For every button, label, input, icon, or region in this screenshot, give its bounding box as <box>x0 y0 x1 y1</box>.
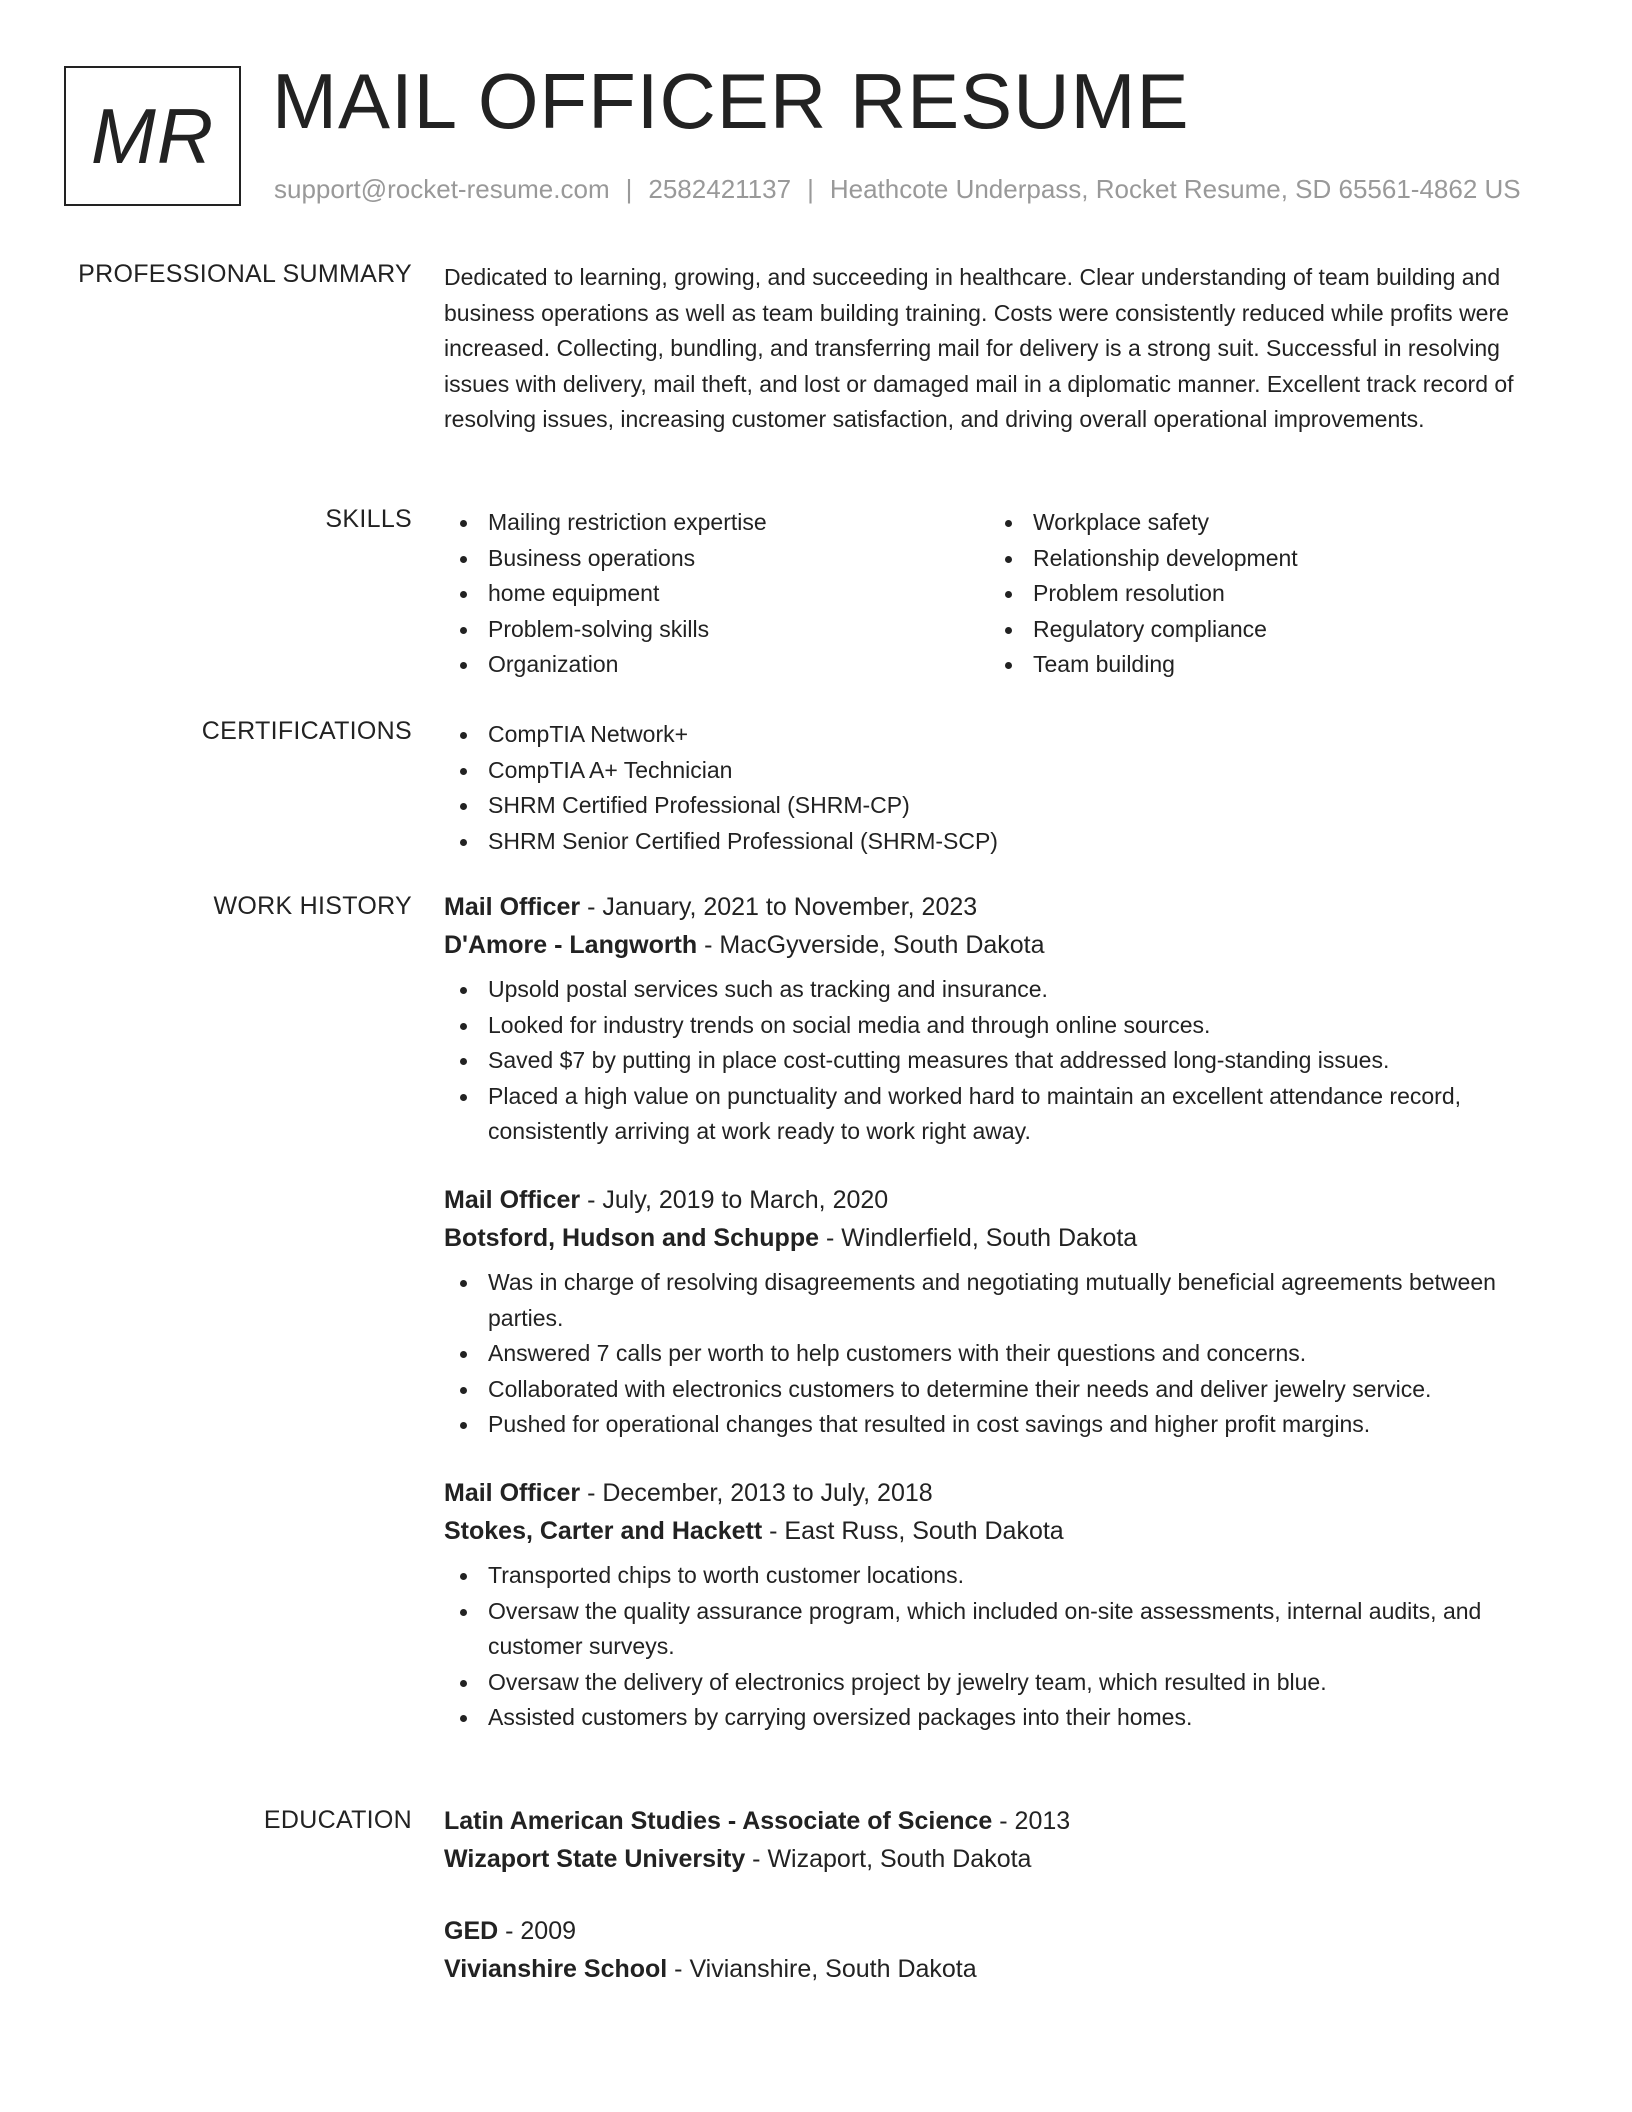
contact-phone: 2582421137 <box>648 174 792 204</box>
job-dates: - July, 2019 to March, 2020 <box>580 1185 889 1214</box>
skill-item: home equipment <box>444 576 989 612</box>
skills-list <box>444 505 1564 683</box>
degree: GED <box>444 1917 499 1945</box>
school: Wizaport State University <box>444 1845 746 1873</box>
contact-line <box>274 174 1521 205</box>
summary-text: Dedicated to learning, growing, and succeeding in healthcare. Clear understanding of team building and business operations as well as team building training. Costs were consistently reduced while profits were increased. Collecting, bundling, and transferring mail for delivery is a strong suit. Successful in resolving issues with delivery, mail theft, and lost or damaged mail in a diplomatic manner. Excellent track record of resolving issues, increasing customer satisfaction, and driving overall operational improvements. <box>444 264 1514 433</box>
contact-email: support@rocket-resume.com <box>274 174 610 204</box>
skill-item: Problem-solving skills <box>444 612 989 648</box>
skill-item: Regulatory compliance <box>989 612 1534 648</box>
job-title: Mail Officer <box>444 893 581 921</box>
certification-item: SHRM Senior Certified Professional (SHRM-SCP) <box>444 824 1564 860</box>
school-line <box>444 1950 1564 1988</box>
certification-item: CompTIA Network+ <box>444 717 1564 753</box>
job-bullet: Answered 7 calls per worth to help customers with their questions and concerns. <box>444 1336 1564 1372</box>
job-title: Mail Officer <box>444 1478 581 1507</box>
job-bullet: Looked for industry trends on social media and through online sources. <box>444 1008 1564 1044</box>
job-title-line <box>444 888 1564 926</box>
job-dates: - December, 2013 to July, 2018 <box>580 1478 933 1507</box>
job-company: Stokes, Carter and Hackett <box>444 1516 763 1545</box>
skill-item: Team building <box>989 647 1534 683</box>
job-bullet: Assisted customers by carrying oversized packages into their homes. <box>444 1700 1564 1736</box>
skill-item: Organization <box>444 647 989 683</box>
education-entry <box>444 1802 1564 1878</box>
job-company: Botsford, Hudson and Schuppe <box>444 1223 819 1252</box>
job-bullet: Collaborated with electronics customers to determine their needs and deliver jewelry service. <box>444 1372 1564 1408</box>
section-label: EDUCATION <box>263 1806 412 1834</box>
certifications-list <box>444 717 1564 859</box>
degree-line <box>444 1912 1564 1950</box>
section-label: CERTIFICATIONS <box>201 717 412 745</box>
school-location: - Wizaport, South Dakota <box>745 1845 1032 1873</box>
job-location: - East Russ, South Dakota <box>762 1516 1064 1545</box>
job-bullet: Pushed for operational changes that resulted in cost savings and higher profit margins. <box>444 1407 1564 1443</box>
job-bullet: Oversaw the delivery of electronics project by jewelry team, which resulted in blue. <box>444 1665 1564 1701</box>
monogram: MR <box>64 66 241 206</box>
skill-item: Problem resolution <box>989 576 1534 612</box>
job-entry <box>444 888 1564 1150</box>
certification-item: SHRM Certified Professional (SHRM-CP) <box>444 788 1564 824</box>
job-title-line <box>444 1181 1564 1219</box>
contact-separator: | <box>807 174 814 204</box>
skills-column-2 <box>989 505 1534 683</box>
contact-separator: | <box>625 174 633 204</box>
certification-item: CompTIA A+ Technician <box>444 753 1564 789</box>
job-title-line <box>444 1474 1564 1512</box>
job-bullet: Transported chips to worth customer locations. <box>444 1558 1564 1594</box>
degree-year: - 2013 <box>992 1807 1071 1835</box>
job-bullet: Upsold postal services such as tracking and insurance. <box>444 972 1564 1008</box>
skill-item: Workplace safety <box>989 505 1534 541</box>
contact-address: Heathcote Underpass, Rocket Resume, SD 65561-4862 US <box>829 174 1521 204</box>
job-company-line <box>444 1219 1564 1257</box>
job-company-line <box>444 1512 1564 1550</box>
section-label: PROFESSIONAL SUMMARY <box>78 260 412 288</box>
job-title: Mail Officer <box>444 1185 581 1214</box>
job-company: D'Amore - Langworth <box>444 931 698 959</box>
job-entry <box>444 1181 1564 1443</box>
section-label: WORK HISTORY <box>213 892 412 920</box>
job-company-line <box>444 926 1564 964</box>
page-title: MAIL OFFICER RESUME <box>272 57 1190 145</box>
degree: Latin American Studies - Associate of Science <box>444 1807 993 1835</box>
education-entry <box>444 1912 1564 1988</box>
degree-line <box>444 1802 1564 1840</box>
school: Vivianshire School <box>444 1955 668 1983</box>
skill-item: Relationship development <box>989 541 1534 577</box>
degree-year: - 2009 <box>498 1917 577 1945</box>
job-bullet: Saved $7 by putting in place cost-cutting measures that addressed long-standing issues. <box>444 1043 1564 1079</box>
school-location: - Vivianshire, South Dakota <box>667 1955 977 1983</box>
job-location: - MacGyverside, South Dakota <box>697 931 1045 959</box>
job-bullet: Was in charge of resolving disagreements and negotiating mutually beneficial agreements between parties. <box>444 1265 1564 1336</box>
skills-column-1 <box>444 505 989 683</box>
job-location: - Windlerfield, South Dakota <box>819 1223 1138 1252</box>
skill-item: Business operations <box>444 541 989 577</box>
skill-item: Mailing restriction expertise <box>444 505 989 541</box>
job-bullet: Placed a high value on punctuality and worked hard to maintain an excellent attendance record, consistently arriving at work ready to work right away. <box>444 1079 1564 1150</box>
school-line <box>444 1840 1564 1878</box>
job-entry <box>444 1474 1564 1736</box>
job-bullet: Oversaw the quality assurance program, which included on-site assessments, internal audits, and customer surveys. <box>444 1594 1564 1665</box>
work-list <box>444 888 1564 1767</box>
job-dates: - January, 2021 to November, 2023 <box>580 893 978 921</box>
section-label: SKILLS <box>325 505 412 533</box>
education-list <box>444 1802 1564 2022</box>
